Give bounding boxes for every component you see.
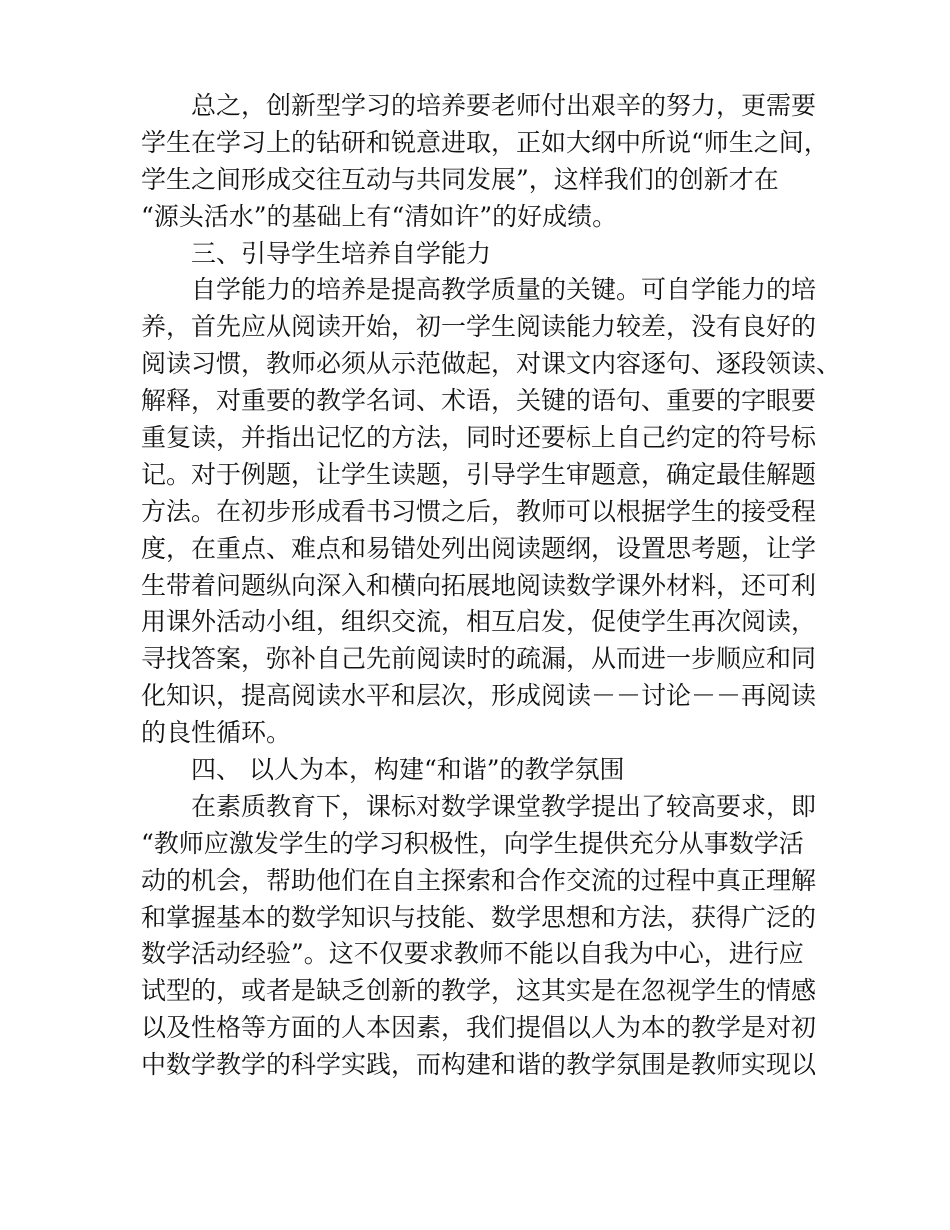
paragraph-line: 寻找答案，弥补自己先前阅读时的疏漏，从而进一步顺应和同 [141, 644, 817, 674]
paragraph-line: “教师应激发学生的学习积极性，向学生提供充分从事数学活 [141, 828, 804, 858]
paragraph-line: 总之，创新型学习的培养要老师付出艰辛的努力，更需要 [191, 91, 817, 120]
paragraph-line: 学生在学习上的钻研和锐意进取，正如大纲中所说“师生之间， [141, 127, 829, 157]
paragraph-line: 方法。在初步形成看书习惯之后，教师可以根据学生的接受程 [141, 496, 817, 526]
paragraph-line: 养，首先应从阅读开始，初一学生阅读能力较差，没有良好的 [141, 312, 817, 342]
section-heading: 四、 以人为本，构建“和谐”的教学氛围 [191, 755, 625, 785]
paragraph-line: 在素质教育下，课标对数学课堂教学提出了较高要求，即 [191, 791, 817, 821]
paragraph-line: “源头活水”的基础上有“清如许”的好成绩。 [141, 201, 618, 231]
paragraph-line: 试型的，或者是缺乏创新的教学，这其实是在忽视学生的情感 [141, 976, 817, 1006]
paragraph-line: 的良性循环。 [141, 718, 292, 748]
paragraph-line: 数学活动经验”。这不仅要求教师不能以自我为中心，进行应 [141, 939, 804, 969]
paragraph-line: 重复读，并指出记忆的方法，同时还要标上自己约定的符号标 [141, 423, 817, 453]
paragraph-line: 自学能力的培养是提高教学质量的关键。可自学能力的培 [191, 275, 817, 305]
paragraph-line: 化知识，提高阅读水平和层次，形成阅读－－讨论－－再阅读 [141, 681, 817, 711]
paragraph-line: 生带着问题纵向深入和横向拓展地阅读数学课外材料，还可利 [141, 570, 817, 600]
paragraph-line: 和掌握基本的数学知识与技能、数学思想和方法，获得广泛的 [141, 902, 817, 932]
paragraph-line: 度，在重点、难点和易错处列出阅读题纲，设置思考题，让学 [141, 533, 817, 563]
paragraph-line: 动的机会，帮助他们在自主探索和合作交流的过程中真正理解 [141, 865, 817, 895]
paragraph-line: 记。对于例题，让学生读题，引导学生审题意，确定最佳解题 [141, 459, 817, 489]
paragraph-line: 中数学教学的科学实践，而构建和谐的教学氛围是教师实现以 [141, 1050, 817, 1080]
paragraph-line: 用课外活动小组，组织交流，相互启发，促使学生再次阅读， [141, 607, 817, 637]
paragraph-line: 学生之间形成交往互动与共同发展”，这样我们的创新才在 [141, 164, 779, 194]
section-heading: 三、引导学生培养自学能力 [191, 238, 492, 268]
paragraph-line: 解释，对重要的教学名词、术语，关键的语句、重要的字眼要 [141, 386, 817, 416]
paragraph-line: 阅读习惯，教师必须从示范做起，对课文内容逐句、逐段领读、 [141, 349, 842, 379]
paragraph-line: 以及性格等方面的人本因素，我们提倡以人为本的教学是对初 [141, 1013, 817, 1043]
document-body [141, 88, 842, 1084]
